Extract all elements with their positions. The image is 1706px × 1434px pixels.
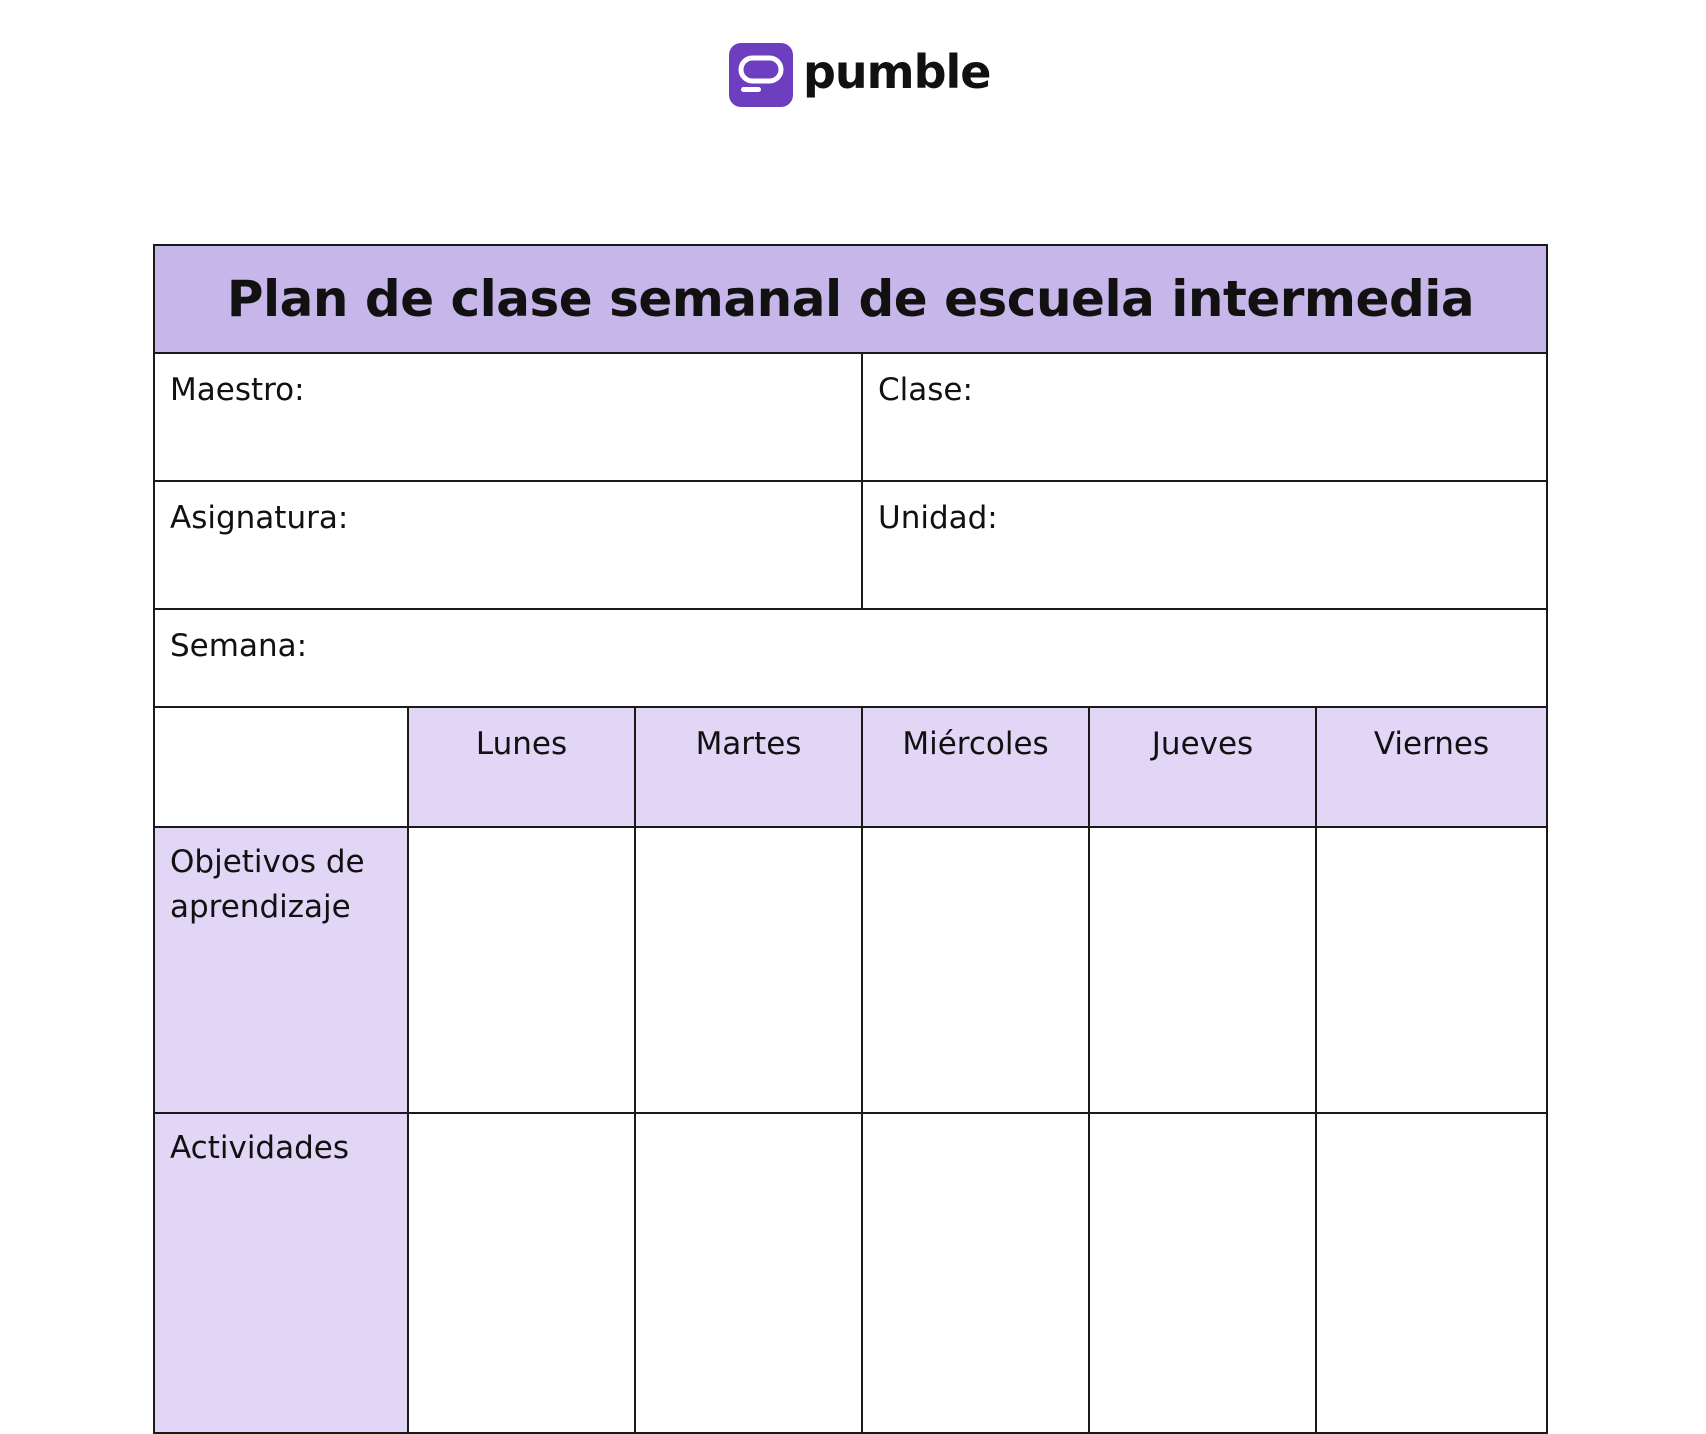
objectives-lunes-cell[interactable] [408, 827, 635, 1113]
subject-field[interactable] [154, 481, 862, 609]
objectives-row-header [154, 827, 408, 1113]
row-label: Objetivos de aprendizaje [170, 844, 365, 925]
title-row [154, 245, 1547, 353]
day-header-martes [635, 707, 862, 827]
day-header-lunes [408, 707, 635, 827]
days-header-row [154, 707, 1547, 827]
teacher-class-row [154, 353, 1547, 481]
activities-lunes-cell[interactable] [408, 1113, 635, 1433]
activities-jueves-cell[interactable] [1089, 1113, 1316, 1433]
class-label: Clase: [878, 372, 973, 408]
teacher-label: Maestro: [170, 372, 305, 408]
activities-martes-cell[interactable] [635, 1113, 862, 1433]
unit-field[interactable] [862, 481, 1547, 609]
class-field[interactable] [862, 353, 1547, 481]
day-label: Martes [695, 726, 802, 762]
day-label: Miércoles [902, 726, 1049, 762]
pumble-logo-icon [729, 43, 793, 107]
activities-row-header [154, 1113, 408, 1433]
objectives-jueves-cell[interactable] [1089, 827, 1316, 1113]
document-title: Plan de clase semanal de escuela intermedia [226, 270, 1475, 328]
day-label: Lunes [475, 726, 568, 762]
lesson-plan-table [153, 244, 1548, 1434]
objectives-miercoles-cell[interactable] [862, 827, 1089, 1113]
day-label: Viernes [1373, 726, 1490, 762]
week-field[interactable] [154, 609, 1547, 707]
day-header-miercoles [862, 707, 1089, 827]
brand-name: pumble [803, 45, 991, 99]
day-label: Jueves [1151, 726, 1254, 762]
subject-label: Asignatura: [170, 500, 349, 536]
activities-miercoles-cell[interactable] [862, 1113, 1089, 1433]
subject-unit-row [154, 481, 1547, 609]
day-header-jueves [1089, 707, 1316, 827]
week-label: Semana: [170, 628, 308, 664]
week-row [154, 609, 1547, 707]
day-header-viernes [1316, 707, 1547, 827]
objectives-martes-cell[interactable] [635, 827, 862, 1113]
teacher-field[interactable] [154, 353, 862, 481]
row-label: Actividades [170, 1130, 350, 1166]
activities-row [154, 1113, 1547, 1433]
corner-cell [154, 707, 408, 827]
pumble-logo [729, 42, 991, 108]
objectives-viernes-cell[interactable] [1316, 827, 1547, 1113]
activities-viernes-cell[interactable] [1316, 1113, 1547, 1433]
unit-label: Unidad: [878, 500, 998, 536]
objectives-row [154, 827, 1547, 1113]
title-cell [154, 245, 1547, 353]
